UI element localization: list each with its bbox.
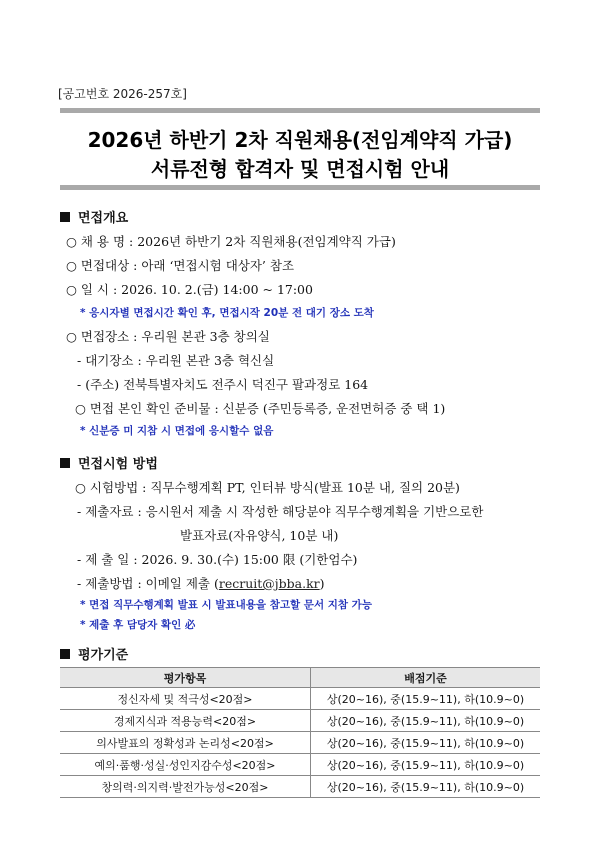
square-bullet-icon: [60, 458, 70, 468]
criteria-item: 창의력·의지력·발전가능성<20점>: [60, 776, 311, 798]
method-deadline: - 제 출 일 : 2026. 9. 30.(수) 15:00 限 (기한엄수): [77, 552, 358, 567]
title-bottom-rule: [60, 185, 540, 190]
criteria-heading-text: 평가기준: [78, 648, 129, 663]
overview-line: ○ 면접대상 : 아래 ‘면접시험 대상자’ 참조: [66, 258, 295, 273]
overview-heading: [60, 207, 128, 226]
title-line-2: 서류전형 합격자 및 면접시험 안내: [150, 157, 450, 181]
method-material-1: - 제출자료 : 응시원서 제출 시 작성한 해당분야 직무수행계획을 기반으로한: [77, 504, 484, 519]
overview-line: ○ 일 시 : 2026. 10. 2.(금) 14:00 ~ 17:00: [66, 282, 313, 297]
method-exam: ○ 시험방법 : 직무수행계획 PT, 인터뷰 방식(발표 10분 내, 질의 20분): [75, 480, 460, 495]
method-note-1: * 면접 직무수행계획 발표 시 발표내용을 참고할 문서 지참 가능: [80, 599, 372, 611]
square-bullet-icon: [60, 212, 70, 222]
overview-waiting: - 대기장소 : 우리원 본관 3층 혁신실: [77, 353, 275, 368]
criteria-item: 예의·품행·성실·성인지감수성<20점>: [60, 754, 311, 776]
square-bullet-icon: [60, 649, 70, 659]
criteria-heading: [60, 644, 128, 663]
criteria-item: 의사발표의 정확성과 논리성<20점>: [60, 732, 311, 754]
submit-prefix: - 제출방법 : 이메일 제출 (: [77, 576, 219, 591]
submit-suffix: ): [319, 576, 325, 591]
criteria-score: 상(20~16), 중(15.9~11), 하(10.9~0): [311, 754, 541, 776]
overview-place: ○ 면접장소 : 우리원 본관 3층 창의실: [66, 329, 270, 344]
title-line-1: 2026년 하반기 2차 직원채용(전임계약직 가급): [87, 128, 513, 152]
overview-heading-text: 면접개요: [78, 211, 129, 226]
overview-line: ○ 채 용 명 : 2026년 하반기 2차 직원채용(전임계약직 가급): [66, 234, 396, 249]
title-top-rule: [60, 108, 540, 113]
criteria-item: 정신자세 및 적극성<20점>: [60, 688, 311, 710]
email-link[interactable]: recruit@jbba.kr: [218, 576, 320, 591]
criteria-score: 상(20~16), 중(15.9~11), 하(10.9~0): [311, 732, 541, 754]
header-item: 평가항목: [60, 668, 311, 688]
criteria-score: 상(20~16), 중(15.9~11), 하(10.9~0): [311, 776, 541, 798]
criteria-table: [60, 667, 540, 798]
method-heading: [60, 453, 158, 472]
method-note-2: * 제출 후 담당자 확인 必: [80, 619, 196, 631]
method-heading-text: 면접시험 방법: [78, 457, 158, 472]
table-row: [60, 710, 540, 732]
overview-address: - (주소) 전북특별자치도 전주시 덕진구 팔과정로 164: [77, 377, 369, 392]
overview-note-1: * 응시자별 면접시간 확인 후, 면접시작 20분 전 대기 장소 도착: [80, 307, 374, 319]
overview-id-prep: ○ 면접 본인 확인 준비물 : 신분증 (주민등록증, 운전면허증 중 택 1): [75, 401, 446, 416]
criteria-score: 상(20~16), 중(15.9~11), 하(10.9~0): [311, 710, 541, 732]
criteria-score: 상(20~16), 중(15.9~11), 하(10.9~0): [311, 688, 541, 710]
method-submit: [77, 574, 325, 592]
table-row: [60, 754, 540, 776]
overview-note-2: * 신분증 미 지참 시 면접에 응시할수 없음: [80, 425, 274, 437]
table-header-row: [60, 668, 540, 688]
table-row: [60, 732, 540, 754]
method-material-2: 발표자료(자유양식, 10분 내): [180, 528, 339, 543]
table-row: [60, 688, 540, 710]
criteria-item: 경제지식과 적용능력<20점>: [60, 710, 311, 732]
notice-number: [공고번호 2026-257호]: [58, 87, 187, 101]
header-score: 배점기준: [311, 668, 541, 688]
table-row: [60, 776, 540, 798]
